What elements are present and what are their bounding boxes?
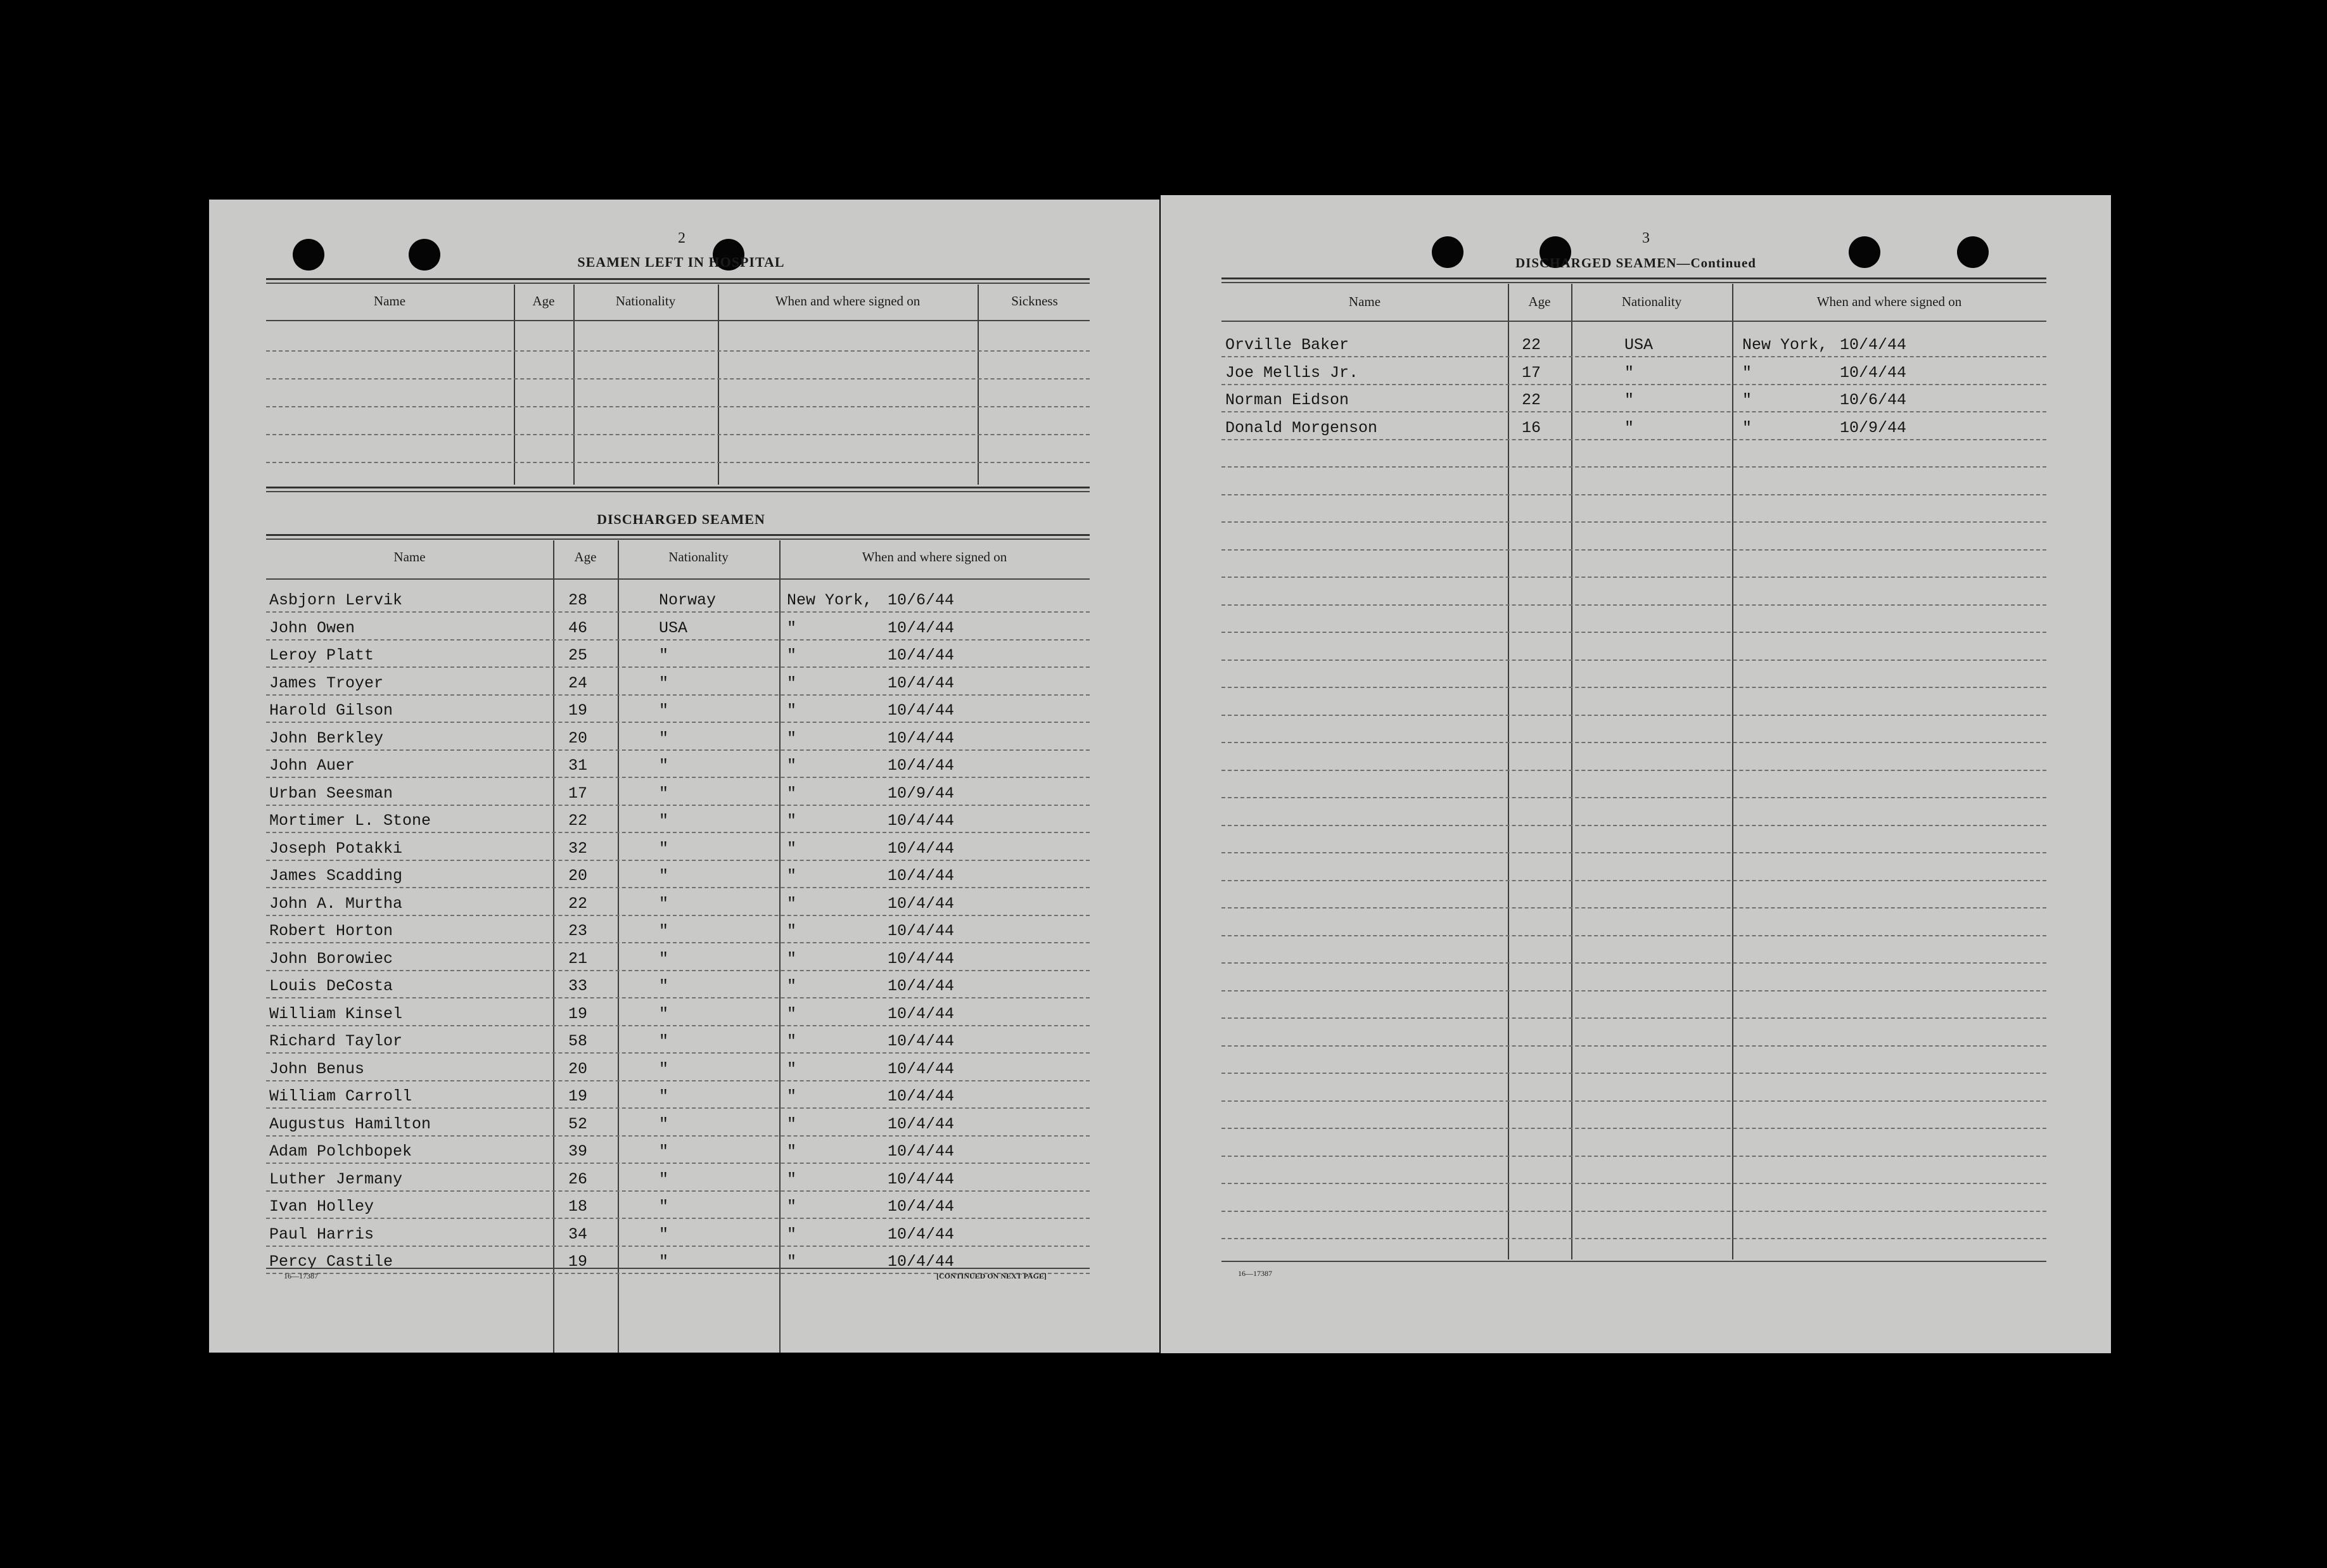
seaman-age: 19	[568, 701, 588, 720]
col-header-signed-on: When and where signed on	[1816, 294, 1962, 309]
ruled-line	[1221, 411, 2046, 412]
seaman-name: John Auer	[269, 756, 355, 775]
seaman-name: James Scadding	[269, 867, 403, 885]
ruled-line	[266, 1107, 1090, 1109]
seaman-name: Donald Morgenson	[1225, 418, 1378, 437]
seaman-age: 17	[1522, 363, 1541, 382]
ruled-line	[266, 832, 1090, 833]
ruled-line	[1221, 356, 2046, 357]
ruled-line	[1221, 1128, 2046, 1129]
rule	[266, 278, 1090, 280]
rule	[266, 283, 1090, 284]
signed-on-place: "	[787, 1170, 797, 1189]
ruled-line	[1221, 935, 2046, 936]
seaman-nationality: "	[659, 729, 669, 748]
seaman-nationality: "	[659, 867, 669, 885]
seaman-name: Augustus Hamilton	[269, 1114, 431, 1133]
signed-on-place: "	[787, 922, 797, 940]
signed-on-place: "	[787, 1142, 797, 1161]
ruled-line	[266, 1246, 1090, 1247]
discharged-section-title: DISCHARGED SEAMEN	[597, 511, 765, 527]
seaman-nationality: "	[659, 1252, 669, 1271]
signed-on-place: "	[1742, 418, 1752, 437]
ruled-line	[266, 777, 1090, 778]
seaman-nationality: "	[659, 701, 669, 720]
signed-on-place: "	[787, 1114, 797, 1133]
signed-on-date: 10/4/44	[888, 949, 955, 968]
signed-on-place: "	[787, 894, 797, 913]
seaman-age: 20	[568, 1059, 588, 1078]
hospital-section-title: SEAMEN LEFT IN HOSPITAL	[577, 254, 785, 270]
signed-on-place: "	[787, 949, 797, 968]
signed-on-place: "	[787, 1087, 797, 1106]
signed-on-place: New York,	[787, 591, 873, 609]
seaman-nationality: "	[659, 922, 669, 940]
seaman-name: Joe Mellis Jr.	[1225, 363, 1359, 382]
rule	[266, 491, 1090, 492]
seaman-nationality: "	[659, 1059, 669, 1078]
signed-on-date: 10/4/44	[888, 1087, 955, 1106]
seaman-age: 32	[568, 839, 588, 858]
signed-on-place: "	[787, 784, 797, 803]
seaman-nationality: "	[659, 839, 669, 858]
seaman-age: 16	[1522, 418, 1541, 437]
rule	[266, 578, 1090, 580]
ruled-line	[1221, 907, 2046, 908]
seaman-age: 22	[568, 812, 588, 830]
form-number: 16—17387	[284, 1272, 318, 1280]
signed-on-date: 10/4/44	[888, 867, 955, 885]
signed-on-date: 10/6/44	[888, 591, 955, 609]
continued-note: [CONTINUED ON NEXT PAGE]	[936, 1272, 1047, 1280]
seaman-name: John A. Murtha	[269, 894, 403, 913]
ruled-line	[1221, 604, 2046, 606]
col-header-name: Name	[393, 549, 426, 564]
ruled-line	[1221, 770, 2046, 771]
ruled-line	[266, 694, 1090, 696]
ruled-line	[1221, 1238, 2046, 1239]
seaman-age: 23	[568, 922, 588, 940]
seaman-name: Joseph Potakki	[269, 839, 403, 858]
col-header-nationality: Nationality	[1621, 294, 1682, 309]
seaman-age: 21	[568, 949, 588, 968]
col-header-nationality: Nationality	[615, 293, 676, 309]
signed-on-date: 10/4/44	[1840, 336, 1907, 354]
seaman-age: 52	[568, 1114, 588, 1133]
seaman-nationality: "	[659, 756, 669, 775]
column-divider	[1508, 284, 1509, 1259]
signed-on-date: 10/6/44	[1840, 391, 1907, 409]
seaman-age: 46	[568, 618, 588, 637]
signed-on-date: 10/4/44	[888, 1197, 955, 1216]
rule	[1221, 282, 2046, 283]
signed-on-date: 10/4/44	[888, 1142, 955, 1161]
seaman-age: 39	[568, 1142, 588, 1161]
ruled-line	[266, 1163, 1090, 1164]
seaman-name: Ivan Holley	[269, 1197, 374, 1216]
ruled-line	[1221, 1100, 2046, 1102]
seaman-name: Adam Polchbopek	[269, 1142, 412, 1161]
signed-on-date: 10/4/44	[888, 618, 955, 637]
ruled-line	[1221, 1211, 2046, 1212]
signed-on-date: 10/4/44	[888, 1114, 955, 1133]
signed-on-place: "	[1742, 391, 1752, 409]
seaman-nationality: "	[659, 894, 669, 913]
col-header-sickness: Sickness	[1011, 293, 1058, 309]
seaman-nationality: "	[659, 1004, 669, 1023]
seaman-age: 20	[568, 729, 588, 748]
ruled-line	[1221, 880, 2046, 881]
signed-on-date: 10/9/44	[1840, 418, 1907, 437]
ruled-line	[1221, 825, 2046, 826]
signed-on-date: 10/9/44	[888, 784, 955, 803]
seaman-nationality: "	[1624, 418, 1635, 437]
signed-on-date: 10/4/44	[888, 1170, 955, 1189]
ruled-line	[1221, 384, 2046, 385]
column-divider	[573, 284, 575, 485]
ruled-line	[266, 350, 1090, 352]
seaman-name: Orville Baker	[1225, 336, 1349, 354]
ruled-line	[266, 915, 1090, 916]
column-divider	[514, 284, 515, 485]
seaman-name: William Kinsel	[269, 1004, 403, 1023]
column-divider	[618, 540, 619, 1353]
seaman-nationality: "	[659, 646, 669, 665]
rule	[266, 1268, 1090, 1269]
rule	[1221, 1261, 2046, 1262]
seaman-nationality: "	[659, 1170, 669, 1189]
signed-on-place: New York,	[1742, 336, 1828, 354]
form-number: 16—17387	[1238, 1269, 1272, 1278]
seaman-name: James Troyer	[269, 673, 384, 692]
seaman-age: 26	[568, 1170, 588, 1189]
ruled-line	[266, 1025, 1090, 1026]
rule	[266, 539, 1090, 540]
seaman-name: Louis DeCosta	[269, 977, 393, 995]
seaman-age: 34	[568, 1225, 588, 1244]
seaman-age: 17	[568, 784, 588, 803]
ruled-line	[266, 1080, 1090, 1081]
ruled-line	[266, 860, 1090, 861]
ruled-line	[1221, 494, 2046, 495]
rule	[1221, 321, 2046, 322]
seaman-name: Norman Eidson	[1225, 391, 1349, 409]
ruled-line	[1221, 715, 2046, 716]
signed-on-place: "	[787, 1252, 797, 1271]
seaman-nationality: "	[659, 977, 669, 995]
signed-on-place: "	[787, 812, 797, 830]
seaman-name: Urban Seesman	[269, 784, 393, 803]
ruled-line	[266, 639, 1090, 641]
col-header-age: Age	[1528, 294, 1551, 309]
ruled-line	[1221, 1183, 2046, 1184]
signed-on-place: "	[787, 1225, 797, 1244]
left-page	[209, 200, 1159, 1353]
column-divider	[1571, 284, 1572, 1259]
signed-on-place: "	[787, 1197, 797, 1216]
rule	[266, 534, 1090, 536]
column-divider	[553, 540, 554, 1353]
signed-on-place: "	[787, 756, 797, 775]
ruled-line	[1221, 962, 2046, 964]
signed-on-place: "	[787, 701, 797, 720]
ruled-line	[266, 887, 1090, 888]
seaman-nationality: "	[659, 1225, 669, 1244]
col-header-nationality: Nationality	[668, 549, 729, 564]
col-header-signed-on: When and where signed on	[862, 549, 1007, 564]
ruled-line	[1221, 990, 2046, 991]
seaman-age: 19	[568, 1087, 588, 1106]
signed-on-place: "	[787, 646, 797, 665]
signed-on-date: 10/4/44	[888, 894, 955, 913]
signed-on-date: 10/4/44	[888, 673, 955, 692]
seaman-name: Mortimer L. Stone	[269, 812, 431, 830]
seaman-name: Harold Gilson	[269, 701, 393, 720]
col-header-age: Age	[574, 549, 597, 564]
ruled-line	[1221, 549, 2046, 551]
seaman-age: 22	[1522, 391, 1541, 409]
column-divider	[1732, 284, 1733, 1259]
signed-on-date: 10/4/44	[1840, 363, 1907, 382]
seaman-age: 20	[568, 867, 588, 885]
ruled-line	[266, 942, 1090, 943]
seaman-name: Robert Horton	[269, 922, 393, 940]
ruled-line	[266, 722, 1090, 723]
seaman-age: 25	[568, 646, 588, 665]
seaman-name: John Owen	[269, 618, 355, 637]
rule	[266, 487, 1090, 488]
ruled-line	[1221, 1073, 2046, 1074]
seaman-nationality: "	[659, 673, 669, 692]
seaman-name: Asbjorn Lervik	[269, 591, 403, 609]
signed-on-place: "	[787, 839, 797, 858]
signed-on-date: 10/4/44	[888, 1032, 955, 1050]
seaman-age: 58	[568, 1032, 588, 1050]
seaman-nationality: "	[1624, 391, 1635, 409]
seaman-name: John Borowiec	[269, 949, 393, 968]
rule	[266, 320, 1090, 321]
signed-on-place: "	[787, 867, 797, 885]
ruled-line	[1221, 577, 2046, 578]
signed-on-place: "	[1742, 363, 1752, 382]
seaman-nationality: "	[659, 1114, 669, 1133]
ruled-line	[266, 378, 1090, 379]
signed-on-place: "	[787, 977, 797, 995]
ruled-line	[1221, 632, 2046, 633]
signed-on-place: "	[787, 1059, 797, 1078]
seaman-nationality: "	[659, 1087, 669, 1106]
ruled-line	[266, 406, 1090, 407]
ruled-line	[266, 970, 1090, 971]
signed-on-date: 10/4/44	[888, 812, 955, 830]
ruled-line	[1221, 521, 2046, 523]
seaman-nationality: "	[659, 784, 669, 803]
seaman-name: John Benus	[269, 1059, 365, 1078]
seaman-nationality: "	[659, 1032, 669, 1050]
ruled-line	[1221, 660, 2046, 661]
ruled-line	[266, 1052, 1090, 1054]
ruled-line	[1221, 742, 2046, 743]
seaman-nationality: USA	[1624, 336, 1654, 354]
seaman-age: 33	[568, 977, 588, 995]
col-header-name: Name	[1348, 294, 1381, 309]
signed-on-date: 10/4/44	[888, 922, 955, 940]
ruled-line	[1221, 852, 2046, 853]
ruled-line	[1221, 439, 2046, 440]
seaman-name: Percy Castile	[269, 1252, 393, 1271]
ruled-line	[266, 611, 1090, 613]
ruled-line	[266, 462, 1090, 463]
seaman-age: 19	[568, 1252, 588, 1271]
signed-on-date: 10/4/44	[888, 1225, 955, 1244]
signed-on-place: "	[787, 673, 797, 692]
signed-on-date: 10/4/44	[888, 729, 955, 748]
ruled-line	[266, 749, 1090, 751]
column-divider	[978, 284, 979, 485]
ruled-line	[266, 997, 1090, 998]
seaman-nationality: "	[659, 1197, 669, 1216]
seaman-name: John Berkley	[269, 729, 384, 748]
ruled-line	[1221, 687, 2046, 688]
signed-on-date: 10/4/44	[888, 701, 955, 720]
seaman-name: William Carroll	[269, 1087, 412, 1106]
seaman-nationality: Norway	[659, 591, 717, 609]
ruled-line	[1221, 466, 2046, 468]
ruled-line	[1221, 1017, 2046, 1019]
ruled-line	[266, 805, 1090, 806]
ruled-line	[266, 434, 1090, 435]
seaman-age: 22	[1522, 336, 1541, 354]
signed-on-date: 10/4/44	[888, 756, 955, 775]
seaman-nationality: "	[659, 1142, 669, 1161]
ruled-line	[266, 1135, 1090, 1137]
seaman-age: 22	[568, 894, 588, 913]
signed-on-place: "	[787, 618, 797, 637]
seaman-nationality: USA	[659, 618, 688, 637]
column-divider	[779, 540, 781, 1353]
page-number: 2	[678, 230, 685, 246]
col-header-age: Age	[532, 293, 555, 309]
seaman-name: Paul Harris	[269, 1225, 374, 1244]
seaman-age: 24	[568, 673, 588, 692]
seaman-age: 19	[568, 1004, 588, 1023]
ruled-line	[1221, 797, 2046, 798]
ruled-line	[1221, 1156, 2046, 1157]
signed-on-date: 10/4/44	[888, 1004, 955, 1023]
signed-on-place: "	[787, 1032, 797, 1050]
ruled-line	[1221, 1045, 2046, 1047]
page-number: 3	[1642, 230, 1650, 246]
column-divider	[718, 284, 719, 485]
seaman-age: 18	[568, 1197, 588, 1216]
right-page	[1161, 195, 2111, 1353]
seaman-name: Leroy Platt	[269, 646, 374, 665]
signed-on-date: 10/4/44	[888, 839, 955, 858]
signed-on-date: 10/4/44	[888, 977, 955, 995]
col-header-signed-on: When and where signed on	[775, 293, 921, 309]
ruled-line	[266, 666, 1090, 668]
discharged-continued-title: DISCHARGED SEAMEN—Continued	[1515, 255, 1756, 271]
seaman-name: Richard Taylor	[269, 1032, 403, 1050]
seaman-nationality: "	[659, 949, 669, 968]
ruled-line	[266, 1190, 1090, 1192]
signed-on-date: 10/4/44	[888, 1252, 955, 1271]
signed-on-date: 10/4/44	[888, 646, 955, 665]
col-header-name: Name	[373, 293, 406, 309]
seaman-nationality: "	[1624, 363, 1635, 382]
seaman-nationality: "	[659, 812, 669, 830]
signed-on-date: 10/4/44	[888, 1059, 955, 1078]
seaman-age: 28	[568, 591, 588, 609]
signed-on-place: "	[787, 729, 797, 748]
signed-on-place: "	[787, 1004, 797, 1023]
rule	[1221, 277, 2046, 279]
ruled-line	[266, 1218, 1090, 1219]
seaman-age: 31	[568, 756, 588, 775]
seaman-name: Luther Jermany	[269, 1170, 403, 1189]
